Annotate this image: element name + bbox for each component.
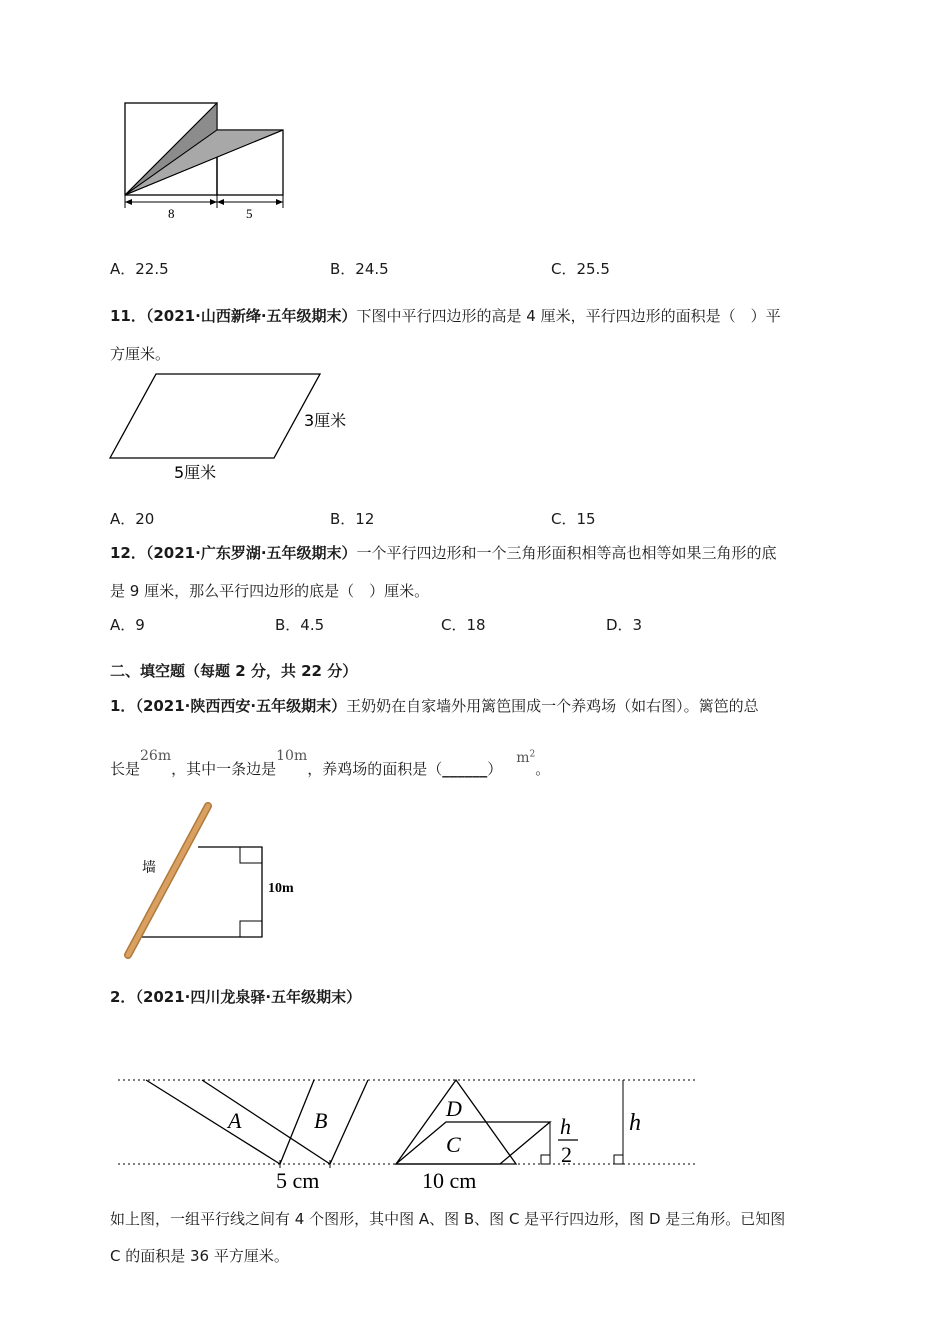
- q10-label-5: 5: [246, 206, 253, 221]
- q12-source: （2021·广东罗湖·五年级期末）: [145, 544, 357, 562]
- q12-option-a: A．9: [110, 616, 145, 634]
- q11-base-label: 5厘米: [174, 463, 217, 482]
- q11-side-label: 3厘米: [304, 411, 347, 430]
- f1-number: 1．: [110, 697, 136, 715]
- q12-option-b: B．4.5: [275, 616, 325, 634]
- f2-base-10cm: 10 cm: [422, 1168, 477, 1193]
- f1-line2: [110, 744, 550, 784]
- f1-value-10m: 10m: [276, 748, 308, 764]
- f2-label-h: h: [629, 1110, 641, 1136]
- q10-label-8: 8: [168, 206, 175, 221]
- f2-label-d: D: [446, 1096, 462, 1121]
- q11-number: 11．: [110, 307, 146, 325]
- f1-wall-label: 墙: [142, 860, 156, 876]
- f2-line1: [110, 986, 361, 1007]
- f2-label-h-half-den: 2: [561, 1142, 572, 1167]
- q11-line2: 方厘米。: [110, 345, 171, 363]
- f1-close: ）: [487, 760, 503, 778]
- f2-number: 2．: [110, 988, 136, 1006]
- f2-label-c: C: [446, 1132, 461, 1157]
- f1-value-26m: 26m: [140, 748, 172, 764]
- f2-text-line1: 如上图，一组平行线之间有 4 个图形，其中图 A、图 B、图 C 是平行四边形，图 D 是三角形。已知图: [110, 1210, 786, 1228]
- q11-text: 下图中平行四边形的高是 4 厘米，平行四边形的面积是（ ）平: [356, 307, 781, 325]
- q11-option-c: C．15: [551, 510, 596, 528]
- q10-option-c: C．25.5: [551, 260, 610, 278]
- q11-option-a: A．20: [110, 510, 155, 528]
- q11-parallelogram-figure: [108, 372, 358, 482]
- f1-mid: ，其中一条边是: [171, 760, 277, 778]
- q11-source: （2021·山西新绛·五年级期末）: [145, 307, 357, 325]
- f2-text-line2: C 的面积是 36 平方厘米。: [110, 1247, 289, 1265]
- q12-option-c: C．18: [441, 616, 486, 634]
- f1-source: （2021·陕西西安·五年级期末）: [135, 697, 347, 715]
- f1-suffix: ，养鸡场的面积是（: [307, 760, 443, 778]
- q10-option-a: A．22.5: [110, 260, 169, 278]
- q11-option-b: B．12: [330, 510, 375, 528]
- section2-title: 二、填空题（每题 2 分，共 22 分）: [110, 662, 358, 680]
- q10-figure: [118, 98, 293, 228]
- f1-line1: [110, 695, 759, 716]
- f1-prefix: 长是: [110, 760, 141, 778]
- f2-parallel-lines-figure: [118, 1072, 708, 1197]
- q10-option-b: B．24.5: [330, 260, 389, 278]
- f2-label-h-half-num: h: [560, 1114, 571, 1139]
- f2-label-b: B: [314, 1108, 328, 1133]
- f1-answer-blank[interactable]: ______: [442, 760, 488, 778]
- f1-yard-figure: [120, 800, 320, 965]
- f2-base-5cm: 5 cm: [276, 1168, 320, 1193]
- f2-label-a: A: [228, 1108, 242, 1133]
- q12-number: 12．: [110, 544, 146, 562]
- f1-text: 王奶奶在自家墙外用篱笆围成一个养鸡场（如右图）。篱笆的总: [346, 697, 759, 715]
- f1-unit: $m^2$: [516, 749, 536, 766]
- q12-text: 一个平行四边形和一个三角形面积相等高也相等如果三角形的底: [356, 544, 777, 562]
- f2-source: （2021·四川龙泉驿·五年级期末）: [135, 988, 362, 1006]
- q12-option-d: D．3: [606, 616, 643, 634]
- q12-line2: 是 9 厘米，那么平行四边形的底是（ ）厘米。: [110, 582, 430, 600]
- q12-line1: [110, 542, 777, 563]
- f1-end: 。: [535, 760, 551, 778]
- q11-line1: [110, 305, 781, 326]
- f1-side-label: 10m: [268, 881, 294, 896]
